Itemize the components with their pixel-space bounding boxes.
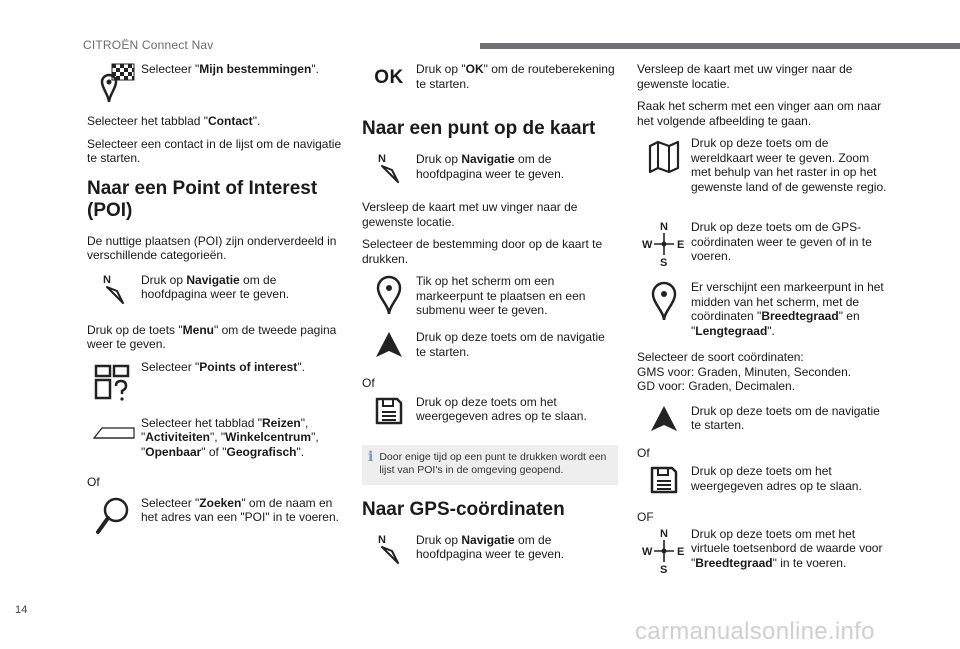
info-note: i Door enige tijd op een punt te drukken wordt een lijst van POI's in de omgeving geopend.	[362, 445, 618, 485]
compass-icon	[637, 527, 691, 573]
heading-map-point: Naar een punt op de kaart	[362, 118, 596, 139]
contact-tab-text: Selecteer het tabblad "Contact".	[87, 114, 261, 128]
save-icon	[362, 395, 416, 441]
world-map-icon	[637, 136, 691, 182]
or-text: OF	[637, 510, 654, 524]
gms-text: GMS voor: Graden, Minuten, Seconden.	[637, 364, 852, 379]
navigation-arrow-icon	[87, 273, 141, 319]
save-row	[637, 464, 887, 508]
tabs-icon	[87, 416, 141, 462]
coords-type-text: Selecteer de soort coördinaten:	[637, 350, 804, 364]
start-nav-row	[637, 404, 887, 444]
map-navigation-row	[362, 152, 618, 198]
svg-text:N: N	[378, 153, 386, 165]
my-destinations-row	[87, 62, 345, 108]
compass-icon	[637, 220, 691, 266]
drag-map-text: Versleep de kaart met uw vinger naar de gewenste locatie.	[362, 200, 578, 229]
start-navigation-icon	[637, 404, 691, 450]
svg-text:E: E	[677, 545, 685, 558]
navigation-arrow-icon	[362, 533, 416, 579]
map-pin-icon	[362, 274, 416, 320]
ok-text: Druk op "OK" om de routeberekening te starten.	[416, 62, 615, 91]
heading-poi: Naar een Point of Interest (POI)	[87, 177, 318, 221]
navigation-text: Druk op Navigatie om de hoofdpagina weer te geven.	[141, 272, 290, 301]
navigation-arrow-icon	[362, 152, 416, 198]
svg-text:N: N	[660, 221, 668, 233]
navigation-row	[87, 273, 345, 319]
start-nav-row	[362, 330, 618, 374]
gps-coords-text: Druk op deze toets om de GPS-coördinaten weer te geven of in te voeren.	[691, 220, 872, 263]
marker-coords-text: Er verschijnt een markeerpunt in het midden van het scherm, met de coördinaten "Breedtegraad" en "Lengtegraad".	[691, 280, 884, 338]
select-destination-text: Selecteer de bestemming door op de kaart te drukken.	[362, 237, 603, 266]
svg-text:S: S	[660, 563, 668, 575]
keyboard-latitude-text: Druk op deze toets om met het virtuele toetsenbord de waarde voor "Breedtegraad" in te voeren.	[691, 526, 883, 570]
svg-text:N: N	[103, 273, 111, 286]
gd-text: GD voor: Graden, Decimalen.	[637, 379, 796, 393]
poi-category-icon	[87, 360, 141, 406]
watermark: carmanualsonline.info	[635, 618, 875, 645]
gps-navigation-row	[362, 533, 618, 579]
svg-text:W: W	[642, 239, 653, 251]
marker-coords-row	[637, 280, 887, 350]
drag-map-text: Versleep de kaart met uw vinger naar de gewenste locatie.	[637, 62, 853, 91]
destination-flag-icon	[87, 62, 141, 108]
or-text: Of	[87, 475, 100, 489]
search-text: Selecteer "Zoeken" om de naam en het adres van een "POI" in te voeren.	[141, 495, 339, 524]
save-address-text: Druk op deze toets om het weergegeven adres op te slaan.	[416, 394, 587, 423]
search-row	[87, 496, 345, 542]
heading-gps: Naar GPS-coördinaten	[362, 498, 565, 520]
poi-row	[87, 360, 345, 416]
my-destinations-text: Selecteer "Mijn bestemmingen".	[141, 62, 319, 76]
keyboard-row	[637, 527, 887, 579]
category-tabs-row	[87, 416, 345, 468]
svg-text:W: W	[642, 545, 653, 558]
search-icon	[87, 496, 141, 542]
save-address-text: Druk op deze toets om het weergegeven adres op te slaan.	[691, 464, 862, 493]
gps-navigation-text: Druk op Navigatie om de hoofdpagina weer te geven.	[416, 532, 565, 561]
column-3	[637, 62, 887, 578]
category-tabs-text: Selecteer het tabblad "Reizen", "Activiteiten", "Winkelcentrum", "Openbaar" of "Geografisch".	[141, 415, 319, 459]
touch-screen-text: Raak het scherm met een vinger aan om naar het volgende afbeelding te gaan.	[637, 99, 882, 128]
marker-row	[362, 274, 618, 330]
map-navigation-text: Druk op Navigatie om de hoofdpagina weer te geven.	[416, 152, 565, 181]
start-navigation-icon	[362, 330, 416, 376]
column-2	[362, 62, 618, 579]
header-bar	[480, 43, 960, 49]
or-text: Of	[362, 376, 375, 390]
start-navigation-text: Druk op deze toets om de navigatie te starten.	[691, 403, 880, 432]
info-icon: i	[368, 448, 374, 465]
select-contact-text: Selecteer een contact in de lijst om de navigatie te starten.	[87, 136, 342, 165]
svg-text:E: E	[677, 239, 685, 251]
page-number: 14	[15, 604, 28, 616]
start-navigation-text: Druk op deze toets om de navigatie te starten.	[416, 330, 605, 359]
poi-intro-text: De nuttige plaatsen (POI) zijn onderverdeeld in verschillende categorieën.	[87, 233, 337, 262]
ok-icon: OK	[374, 67, 404, 88]
points-of-interest-text: Selecteer "Points of interest".	[141, 359, 305, 374]
gps-coords-row	[637, 220, 887, 280]
save-icon	[637, 464, 691, 510]
column-1	[87, 62, 345, 542]
svg-text:S: S	[660, 257, 668, 268]
marker-text: Tik op het scherm om een markeerpunt te plaatsen en een submenu weer te geven.	[416, 274, 586, 317]
save-row	[362, 395, 618, 439]
menu-key-text: Druk op de toets "Menu" om de tweede pagina weer te geven.	[87, 322, 337, 351]
header-title: CITROËN Connect Nav	[83, 38, 214, 52]
world-map-row	[637, 136, 887, 220]
map-pin-icon	[637, 280, 691, 326]
svg-text:N: N	[660, 527, 668, 540]
svg-text:N: N	[378, 533, 386, 546]
world-map-text: Druk op deze toets om de wereldkaart weer te geven. Zoom met behulp van het raster in op het gewenste land of de gewenste regio.	[691, 136, 887, 194]
ok-row	[362, 62, 618, 108]
or-text: Of	[637, 445, 650, 460]
